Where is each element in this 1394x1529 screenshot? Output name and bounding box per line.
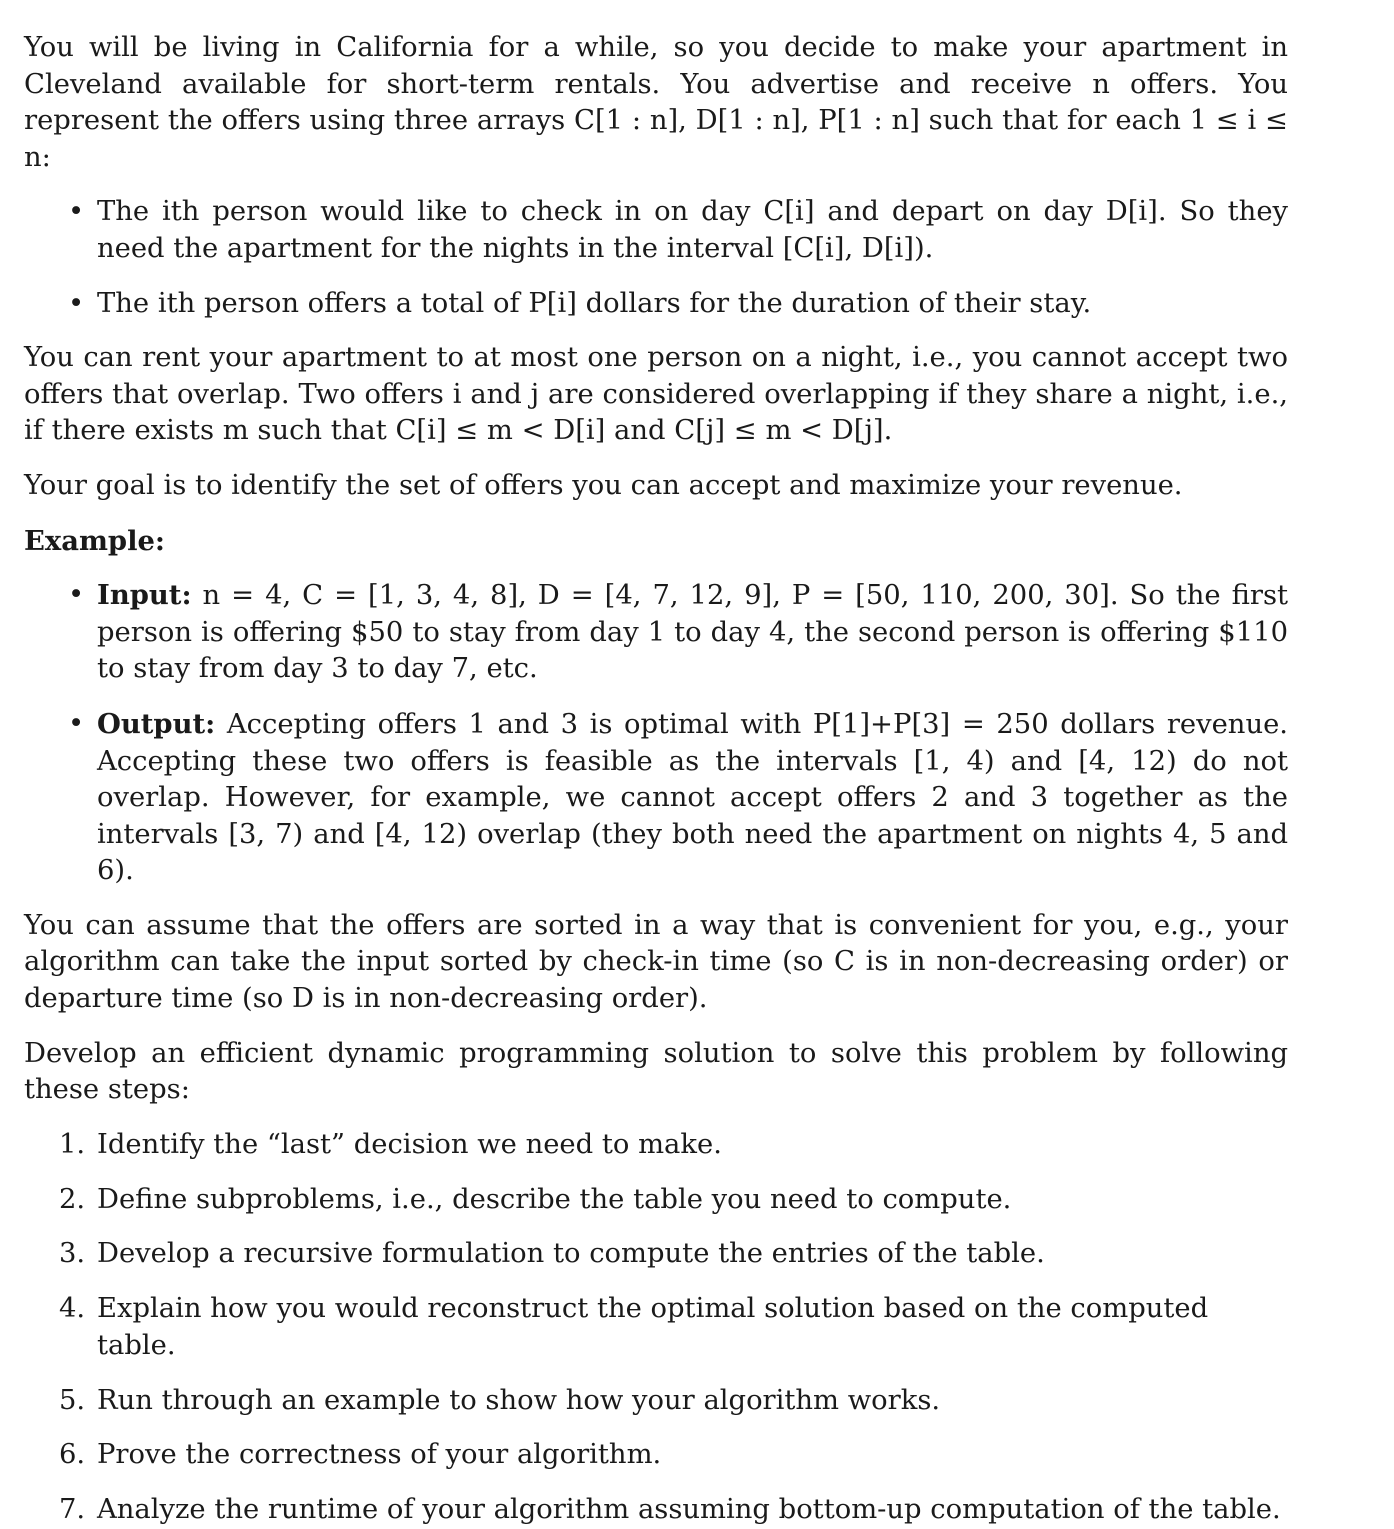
step-number: 5.: [59, 1384, 86, 1416]
step-number: 7.: [59, 1494, 86, 1526]
step-text: Develop a recursive formulation to compute the entries of the table.: [97, 1238, 1045, 1270]
step-number: 2.: [59, 1183, 86, 1215]
step-item: [24, 1127, 1288, 1164]
step-number: 1.: [59, 1128, 86, 1160]
output-text: Accepting offers 1 and 3 is optimal with P[1]+P[3] = 250 dollars revenue. Accepting these two offers is feasible as the intervals [1, 4) and [4, 12) do not overlap. However, for example, we cannot accept offers 2 and 3 together as the intervals [3, 7) and [4, 12) overlap (they both need the apartment on nights 4, 5 and 6).: [97, 708, 1288, 887]
task-intro-paragraph: Develop an efficient dynamic programming solution to solve this problem by following these steps:: [24, 1037, 1288, 1106]
step-number: 3.: [59, 1238, 86, 1270]
list-item: • The ith person would like to check in on day C[i] and depart on day D[i]. So they need the apartment for the nights in the interval [C[i], D[i]).: [24, 194, 1288, 267]
step-item: [24, 1383, 1288, 1420]
example-input-item: [24, 577, 1288, 688]
step-text: Prove the correctness of your algorithm.: [97, 1439, 662, 1471]
step-text: Identify the “last” decision we need to make.: [97, 1128, 722, 1160]
example-output-item: [24, 706, 1288, 890]
example-list: [24, 577, 1288, 890]
list-item: • The ith person offers a total of P[i] dollars for the duration of their stay.: [24, 286, 1288, 323]
step-item: [24, 1236, 1288, 1273]
step-item: [24, 1291, 1288, 1364]
step-text: Define subproblems, i.e., describe the table you need to compute.: [97, 1183, 1012, 1215]
step-text: Run through an example to show how your algorithm works.: [97, 1384, 941, 1416]
input-text: n = 4, C = [1, 3, 4, 8], D = [4, 7, 12, 9], P = [50, 110, 200, 30]. So the first person is offering $50 to stay from day 1 to day 4, the second person is offering $110 to stay from day 3 to day 7, etc.: [97, 580, 1289, 685]
example-heading: Example:: [24, 524, 166, 557]
goal-paragraph: Your goal is to identify the set of offers you can accept and maximize your revenue.: [24, 469, 1183, 501]
step-text: Explain how you would reconstruct the optimal solution based on the computed table.: [97, 1293, 1209, 1361]
conditions-list: [24, 194, 1288, 322]
steps-list: [24, 1127, 1288, 1529]
problem-statement: [24, 30, 1288, 1529]
overlap-rule-paragraph: You can rent your apartment to at most one person on a night, i.e., you cannot accept two offers that overlap. Two offers i and j are considered overlapping if they share a night, i.e., if there exists m such that C[i] ≤ m < D[i] and C[j] ≤ m < D[j].: [24, 342, 1288, 447]
step-item: [24, 1437, 1288, 1474]
step-item: [24, 1492, 1288, 1529]
intro-paragraph: You will be living in California for a while, so you decide to make your apartment in Cleveland available for short-term rentals. You advertise and receive n offers. You represent the offers using three arrays C[1 : n], D[1 : n], P[1 : n] such that for each 1 ≤ i ≤ n:: [24, 32, 1288, 173]
output-label: Output:: [97, 707, 216, 740]
assumption-paragraph: You can assume that the offers are sorted in a way that is convenient for you, e.g., your algorithm can take the input sorted by check-in time (so C is in non-decreasing order) or departure time (so D is in non-decreasing order).: [24, 909, 1288, 1015]
step-item: [24, 1182, 1288, 1219]
step-number: 4.: [59, 1293, 86, 1325]
step-text: Analyze the runtime of your algorithm assuming bottom-up computation of the table.: [97, 1494, 1281, 1526]
input-label: Input:: [97, 579, 192, 612]
step-number: 6.: [59, 1439, 86, 1471]
